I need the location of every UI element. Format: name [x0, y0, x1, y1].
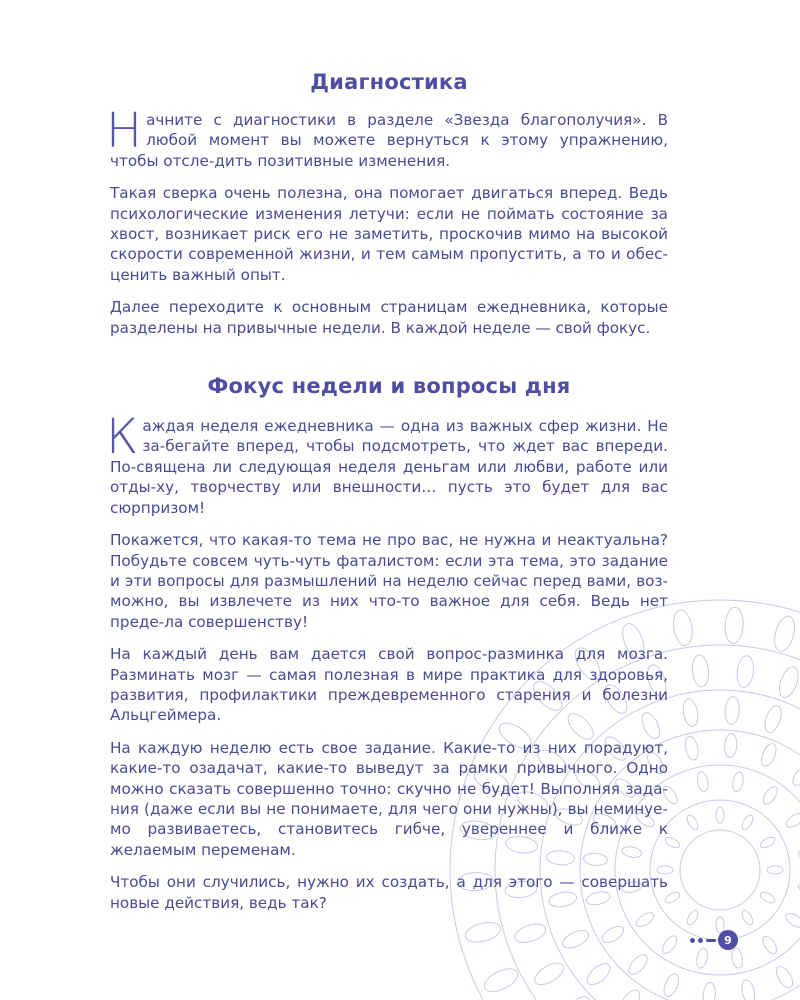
paragraph: Чтобы они случились, нужно их создать, а для этого — совершать новые действия, ведь так? — [110, 873, 668, 912]
section-title-diagnostics: Диагностика — [310, 70, 468, 94]
mandala-petal — [696, 771, 710, 793]
mandala-petal — [671, 609, 694, 647]
mandala-petal — [702, 982, 716, 1000]
mandala-petal — [776, 664, 800, 700]
drop-cap: Н — [106, 103, 143, 159]
mandala-petal — [716, 807, 724, 823]
mandala-petal — [740, 909, 755, 927]
mandala-petal — [661, 972, 681, 999]
mandala-petal — [583, 960, 613, 989]
mandala-petal — [759, 835, 777, 850]
page-content — [106, 70, 668, 925]
mandala-petal — [740, 979, 757, 1000]
mandala-petal — [762, 704, 785, 735]
mandala-petal — [784, 911, 800, 930]
mandala-petal — [724, 607, 744, 644]
paragraph: Каждая неделя ежедневника — одна из важных сфер жизни. Не за-бегайте вперед, чтобы подсмотреть, что ждет вас впереди. По-священа ли следующая неделя деньгам или любви, работе или отды-ху, творчеству или внешности… пусть это будет для вас сюрпризом! — [106, 409, 668, 517]
mandala-petal — [760, 934, 779, 956]
mandala-petal — [797, 722, 800, 753]
mandala-petal — [531, 959, 567, 989]
mandala-petal — [481, 964, 521, 996]
mandala-petal — [784, 811, 800, 830]
mandala-petal — [691, 654, 710, 687]
mandala-petal — [724, 733, 738, 758]
mandala-petal — [731, 771, 745, 793]
mandala-petal — [767, 866, 783, 874]
mandala-petal — [771, 614, 798, 653]
paragraph: Далее переходите к основным страницам ежедневника, которые разделены на привычные недели. В каждой неделе — свой фокус. — [110, 298, 668, 337]
mandala-petal — [600, 923, 627, 946]
mandala-petal — [683, 735, 700, 761]
mandala-petal — [681, 698, 700, 728]
paragraph: Начните с диагностики в разделе «Звезда благополучия». В любой момент вы можете вернуться к этому упражнению, чтобы отсле-дить позитивные изменения. — [106, 103, 668, 170]
mandala-petal — [735, 655, 755, 689]
paragraph: На каждый день вам дается свой вопрос-разминка для мозга. Разминать мозг — самая полезная в мире практика для здоровья, развития, профилактики преждевременного старения и болезни Альцгеймера. — [110, 645, 668, 725]
mandala-petal — [685, 813, 700, 831]
dash-icon — [706, 939, 716, 942]
dot-icon — [690, 938, 695, 943]
mandala-petal — [790, 763, 800, 789]
mandala-petal — [740, 813, 755, 831]
mandala-petal — [616, 987, 643, 1000]
section-title-focus: Фокус недели и вопросы дня — [207, 374, 571, 399]
mandala-petal — [759, 742, 779, 769]
mandala-petal — [759, 890, 777, 905]
dot-icon — [698, 938, 703, 943]
mandala-petal — [626, 952, 651, 978]
mandala-petal — [724, 696, 740, 725]
paragraph: Такая сверка очень полезна, она помогает двигаться вперед. Ведь психологические изменения летучи: если не поймать состояние за хвост, возникает риск его не заметить, проскочив мимо на высокой скорости современной жизни, и тем самым пропустить, а то и обес-ценить важный опыт. — [110, 184, 668, 284]
drop-cap: К — [106, 409, 139, 466]
paragraph: Покажется, что какая-то тема не про вас, не нужна и неактуальна? Побудьте совсем чуть-чуть фаталистом: если эта тема, это задание и эти вопросы для размышлений на неделю сейчас перед вами, воз-можно, вы извлечете из них что-то важное для себя. Ведь нет преде-ла совершенству! — [110, 531, 668, 631]
mandala-petal — [761, 784, 780, 806]
mandala-petal — [560, 927, 591, 952]
mandala-petal — [773, 964, 796, 991]
mandala-petal — [660, 934, 679, 956]
paragraph: На каждую неделю есть свое задание. Какие-то из них порадуют, какие-то озадачат, какие-то выведут за рамки привычного. Одно можно сказать совершенно точно: скучно не будет! Выполняя зада-ния (даже если вы не понимаете, для чего они нужны), вы неминуе-мо развиваетесь, становитесь гибче, увереннее и ближе к желаемым переменам. — [110, 738, 668, 859]
page-number-badge: 9 — [718, 930, 738, 950]
mandala-petal — [685, 909, 700, 927]
page-number — [690, 929, 738, 951]
